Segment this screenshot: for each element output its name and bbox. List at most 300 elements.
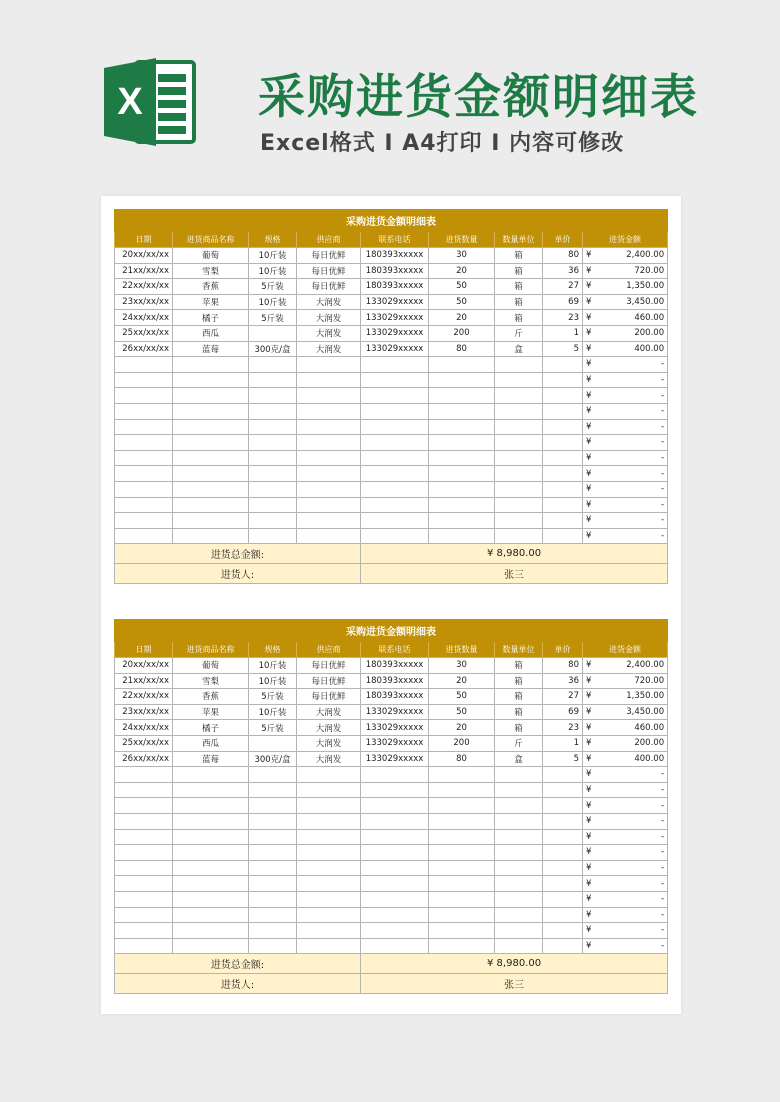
empty-cell[interactable]	[297, 450, 361, 466]
empty-cell[interactable]	[495, 419, 543, 435]
empty-cell[interactable]	[361, 907, 429, 923]
empty-cell[interactable]	[297, 419, 361, 435]
buyer-value[interactable]: 张三	[361, 974, 668, 994]
empty-cell[interactable]	[495, 435, 543, 451]
amount-cell[interactable]	[583, 829, 668, 845]
empty-cell[interactable]	[297, 497, 361, 513]
empty-cell[interactable]	[173, 907, 249, 923]
table-cell[interactable]: 23	[543, 720, 583, 736]
empty-cell[interactable]	[173, 813, 249, 829]
empty-cell[interactable]	[543, 419, 583, 435]
empty-cell[interactable]	[297, 767, 361, 783]
empty-cell[interactable]	[495, 403, 543, 419]
empty-cell[interactable]	[249, 450, 297, 466]
table-cell[interactable]: 箱	[495, 248, 543, 264]
table-cell[interactable]: 斤	[495, 325, 543, 341]
empty-cell[interactable]	[429, 782, 495, 798]
empty-cell[interactable]	[495, 481, 543, 497]
amount-cell[interactable]	[583, 938, 668, 954]
amount-cell[interactable]	[583, 891, 668, 907]
amount-cell[interactable]	[583, 528, 668, 544]
empty-cell[interactable]	[173, 829, 249, 845]
table-cell[interactable]: 23xx/xx/xx	[115, 704, 173, 720]
empty-cell[interactable]	[297, 528, 361, 544]
empty-cell[interactable]	[115, 907, 173, 923]
amount-cell[interactable]	[583, 388, 668, 404]
empty-cell[interactable]	[429, 923, 495, 939]
empty-cell[interactable]	[115, 798, 173, 814]
empty-cell[interactable]	[543, 860, 583, 876]
empty-cell[interactable]	[543, 372, 583, 388]
empty-cell[interactable]	[115, 497, 173, 513]
table-cell[interactable]: 斤	[495, 735, 543, 751]
table-cell[interactable]: 25xx/xx/xx	[115, 735, 173, 751]
table-cell[interactable]: 10斤装	[249, 248, 297, 264]
amount-cell[interactable]	[583, 923, 668, 939]
table-cell[interactable]: 箱	[495, 310, 543, 326]
empty-cell[interactable]	[361, 497, 429, 513]
empty-cell[interactable]	[115, 357, 173, 373]
empty-cell[interactable]	[249, 497, 297, 513]
amount-cell[interactable]	[583, 419, 668, 435]
table-cell[interactable]: 橘子	[173, 720, 249, 736]
table-cell[interactable]: 22xx/xx/xx	[115, 279, 173, 295]
empty-cell[interactable]	[495, 860, 543, 876]
table-cell[interactable]: 300克/盒	[249, 751, 297, 767]
table-cell[interactable]: 大润发	[297, 294, 361, 310]
table-cell[interactable]: 69	[543, 704, 583, 720]
table-cell[interactable]: 20xx/xx/xx	[115, 658, 173, 674]
empty-cell[interactable]	[115, 435, 173, 451]
table-cell[interactable]: 5	[543, 751, 583, 767]
table-cell[interactable]: 80	[429, 341, 495, 357]
amount-cell[interactable]	[583, 720, 668, 736]
empty-cell[interactable]	[115, 388, 173, 404]
empty-cell[interactable]	[297, 357, 361, 373]
amount-cell[interactable]	[583, 263, 668, 279]
empty-cell[interactable]	[361, 845, 429, 861]
empty-cell[interactable]	[361, 923, 429, 939]
empty-cell[interactable]	[297, 923, 361, 939]
table-cell[interactable]: 5斤装	[249, 279, 297, 295]
empty-cell[interactable]	[297, 513, 361, 529]
amount-cell[interactable]	[583, 798, 668, 814]
table-cell[interactable]: 50	[429, 689, 495, 705]
table-cell[interactable]: 133029xxxxx	[361, 325, 429, 341]
empty-cell[interactable]	[495, 497, 543, 513]
empty-cell[interactable]	[429, 357, 495, 373]
empty-cell[interactable]	[429, 528, 495, 544]
amount-cell[interactable]	[583, 860, 668, 876]
empty-cell[interactable]	[249, 798, 297, 814]
empty-cell[interactable]	[249, 876, 297, 892]
empty-cell[interactable]	[115, 938, 173, 954]
empty-cell[interactable]	[543, 435, 583, 451]
table-cell[interactable]: 5	[543, 341, 583, 357]
empty-cell[interactable]	[361, 435, 429, 451]
empty-cell[interactable]	[429, 798, 495, 814]
table-cell[interactable]: 箱	[495, 673, 543, 689]
table-cell[interactable]: 133029xxxxx	[361, 720, 429, 736]
table-cell[interactable]: 橘子	[173, 310, 249, 326]
empty-cell[interactable]	[297, 466, 361, 482]
table-cell[interactable]: 133029xxxxx	[361, 751, 429, 767]
amount-cell[interactable]	[583, 813, 668, 829]
table-cell[interactable]: 80	[543, 658, 583, 674]
empty-cell[interactable]	[115, 466, 173, 482]
table-cell[interactable]: 大润发	[297, 735, 361, 751]
empty-cell[interactable]	[115, 372, 173, 388]
table-cell[interactable]: 133029xxxxx	[361, 294, 429, 310]
empty-cell[interactable]	[543, 782, 583, 798]
amount-cell[interactable]	[583, 450, 668, 466]
amount-cell[interactable]	[583, 782, 668, 798]
amount-cell[interactable]	[583, 403, 668, 419]
table-cell[interactable]: 大润发	[297, 310, 361, 326]
empty-cell[interactable]	[249, 860, 297, 876]
empty-cell[interactable]	[249, 829, 297, 845]
empty-cell[interactable]	[249, 372, 297, 388]
empty-cell[interactable]	[249, 813, 297, 829]
table-cell[interactable]: 每日优鲜	[297, 279, 361, 295]
table-cell[interactable]: 葡萄	[173, 248, 249, 264]
table-cell[interactable]: 大润发	[297, 704, 361, 720]
empty-cell[interactable]	[249, 466, 297, 482]
table-cell[interactable]: 180393xxxxx	[361, 248, 429, 264]
empty-cell[interactable]	[543, 891, 583, 907]
empty-cell[interactable]	[543, 767, 583, 783]
empty-cell[interactable]	[495, 357, 543, 373]
amount-cell[interactable]	[583, 325, 668, 341]
empty-cell[interactable]	[297, 829, 361, 845]
empty-cell[interactable]	[173, 513, 249, 529]
amount-cell[interactable]	[583, 310, 668, 326]
empty-cell[interactable]	[297, 798, 361, 814]
empty-cell[interactable]	[429, 481, 495, 497]
table-cell[interactable]: 36	[543, 673, 583, 689]
table-cell[interactable]: 27	[543, 689, 583, 705]
amount-cell[interactable]	[583, 481, 668, 497]
empty-cell[interactable]	[115, 876, 173, 892]
empty-cell[interactable]	[115, 845, 173, 861]
empty-cell[interactable]	[495, 938, 543, 954]
empty-cell[interactable]	[115, 450, 173, 466]
empty-cell[interactable]	[249, 891, 297, 907]
empty-cell[interactable]	[173, 798, 249, 814]
empty-cell[interactable]	[173, 435, 249, 451]
table-cell[interactable]: 21xx/xx/xx	[115, 263, 173, 279]
table-cell[interactable]: 180393xxxxx	[361, 658, 429, 674]
amount-cell[interactable]	[583, 294, 668, 310]
empty-cell[interactable]	[429, 813, 495, 829]
empty-cell[interactable]	[543, 513, 583, 529]
table-cell[interactable]: 箱	[495, 704, 543, 720]
total-value[interactable]: ¥ 8,980.00	[361, 544, 668, 564]
empty-cell[interactable]	[173, 528, 249, 544]
amount-cell[interactable]	[583, 907, 668, 923]
table-cell[interactable]: 大润发	[297, 751, 361, 767]
table-cell[interactable]: 50	[429, 704, 495, 720]
empty-cell[interactable]	[495, 528, 543, 544]
table-cell[interactable]: 盒	[495, 751, 543, 767]
empty-cell[interactable]	[173, 845, 249, 861]
table-cell[interactable]: 5斤装	[249, 689, 297, 705]
empty-cell[interactable]	[495, 829, 543, 845]
empty-cell[interactable]	[429, 938, 495, 954]
table-cell[interactable]: 每日优鲜	[297, 673, 361, 689]
empty-cell[interactable]	[429, 403, 495, 419]
empty-cell[interactable]	[543, 813, 583, 829]
table-cell[interactable]: 26xx/xx/xx	[115, 341, 173, 357]
table-cell[interactable]: 300克/盒	[249, 341, 297, 357]
empty-cell[interactable]	[173, 782, 249, 798]
empty-cell[interactable]	[543, 528, 583, 544]
table-cell[interactable]: 葡萄	[173, 658, 249, 674]
empty-cell[interactable]	[297, 907, 361, 923]
empty-cell[interactable]	[173, 450, 249, 466]
table-cell[interactable]: 23	[543, 310, 583, 326]
empty-cell[interactable]	[173, 419, 249, 435]
empty-cell[interactable]	[429, 845, 495, 861]
empty-cell[interactable]	[361, 466, 429, 482]
empty-cell[interactable]	[361, 860, 429, 876]
empty-cell[interactable]	[361, 513, 429, 529]
table-cell[interactable]: 5斤装	[249, 310, 297, 326]
table-cell[interactable]	[249, 735, 297, 751]
table-cell[interactable]: 80	[429, 751, 495, 767]
empty-cell[interactable]	[495, 388, 543, 404]
empty-cell[interactable]	[361, 767, 429, 783]
empty-cell[interactable]	[297, 372, 361, 388]
table-cell[interactable]: 22xx/xx/xx	[115, 689, 173, 705]
empty-cell[interactable]	[429, 829, 495, 845]
empty-cell[interactable]	[429, 860, 495, 876]
table-cell[interactable]: 133029xxxxx	[361, 704, 429, 720]
empty-cell[interactable]	[495, 813, 543, 829]
empty-cell[interactable]	[361, 813, 429, 829]
empty-cell[interactable]	[495, 450, 543, 466]
empty-cell[interactable]	[361, 357, 429, 373]
amount-cell[interactable]	[583, 845, 668, 861]
table-cell[interactable]: 80	[543, 248, 583, 264]
table-cell[interactable]: 箱	[495, 279, 543, 295]
table-cell[interactable]: 50	[429, 279, 495, 295]
amount-cell[interactable]	[583, 658, 668, 674]
empty-cell[interactable]	[543, 357, 583, 373]
empty-cell[interactable]	[115, 403, 173, 419]
table-cell[interactable]: 26xx/xx/xx	[115, 751, 173, 767]
amount-cell[interactable]	[583, 341, 668, 357]
table-cell[interactable]: 20	[429, 310, 495, 326]
amount-cell[interactable]	[583, 357, 668, 373]
table-cell[interactable]: 西瓜	[173, 735, 249, 751]
table-cell[interactable]: 每日优鲜	[297, 658, 361, 674]
amount-cell[interactable]	[583, 497, 668, 513]
table-cell[interactable]: 133029xxxxx	[361, 310, 429, 326]
table-cell[interactable]: 香蕉	[173, 279, 249, 295]
empty-cell[interactable]	[249, 403, 297, 419]
amount-cell[interactable]	[583, 704, 668, 720]
empty-cell[interactable]	[249, 388, 297, 404]
table-cell[interactable]: 200	[429, 735, 495, 751]
empty-cell[interactable]	[249, 513, 297, 529]
empty-cell[interactable]	[429, 450, 495, 466]
table-cell[interactable]: 25xx/xx/xx	[115, 325, 173, 341]
empty-cell[interactable]	[429, 419, 495, 435]
table-cell[interactable]: 蓝莓	[173, 751, 249, 767]
empty-cell[interactable]	[495, 923, 543, 939]
empty-cell[interactable]	[543, 938, 583, 954]
empty-cell[interactable]	[115, 813, 173, 829]
empty-cell[interactable]	[495, 798, 543, 814]
empty-cell[interactable]	[543, 403, 583, 419]
empty-cell[interactable]	[361, 372, 429, 388]
empty-cell[interactable]	[173, 767, 249, 783]
empty-cell[interactable]	[173, 860, 249, 876]
table-cell[interactable]: 200	[429, 325, 495, 341]
table-cell[interactable]: 133029xxxxx	[361, 735, 429, 751]
table-cell[interactable]: 36	[543, 263, 583, 279]
table-cell[interactable]: 10斤装	[249, 294, 297, 310]
empty-cell[interactable]	[543, 829, 583, 845]
empty-cell[interactable]	[297, 782, 361, 798]
empty-cell[interactable]	[249, 357, 297, 373]
table-cell[interactable]: 20xx/xx/xx	[115, 248, 173, 264]
table-cell[interactable]: 箱	[495, 720, 543, 736]
empty-cell[interactable]	[249, 782, 297, 798]
table-cell[interactable]: 27	[543, 279, 583, 295]
empty-cell[interactable]	[543, 450, 583, 466]
empty-cell[interactable]	[173, 938, 249, 954]
empty-cell[interactable]	[495, 513, 543, 529]
table-cell[interactable]: 24xx/xx/xx	[115, 720, 173, 736]
table-cell[interactable]: 西瓜	[173, 325, 249, 341]
empty-cell[interactable]	[297, 845, 361, 861]
empty-cell[interactable]	[543, 923, 583, 939]
empty-cell[interactable]	[173, 891, 249, 907]
empty-cell[interactable]	[173, 481, 249, 497]
table-cell[interactable]: 箱	[495, 689, 543, 705]
table-cell[interactable]: 大润发	[297, 720, 361, 736]
amount-cell[interactable]	[583, 876, 668, 892]
empty-cell[interactable]	[249, 845, 297, 861]
table-cell[interactable]: 50	[429, 294, 495, 310]
empty-cell[interactable]	[115, 528, 173, 544]
table-cell[interactable]: 69	[543, 294, 583, 310]
empty-cell[interactable]	[543, 497, 583, 513]
empty-cell[interactable]	[115, 419, 173, 435]
empty-cell[interactable]	[297, 891, 361, 907]
table-cell[interactable]: 20	[429, 720, 495, 736]
empty-cell[interactable]	[429, 388, 495, 404]
amount-cell[interactable]	[583, 513, 668, 529]
empty-cell[interactable]	[361, 782, 429, 798]
empty-cell[interactable]	[543, 466, 583, 482]
table-cell[interactable]: 180393xxxxx	[361, 263, 429, 279]
empty-cell[interactable]	[429, 372, 495, 388]
empty-cell[interactable]	[361, 891, 429, 907]
table-cell[interactable]: 雪梨	[173, 673, 249, 689]
amount-cell[interactable]	[583, 689, 668, 705]
table-cell[interactable]: 10斤装	[249, 263, 297, 279]
table-cell[interactable]: 30	[429, 658, 495, 674]
empty-cell[interactable]	[249, 435, 297, 451]
empty-cell[interactable]	[115, 923, 173, 939]
empty-cell[interactable]	[543, 845, 583, 861]
table-cell[interactable]: 5斤装	[249, 720, 297, 736]
empty-cell[interactable]	[361, 798, 429, 814]
empty-cell[interactable]	[297, 388, 361, 404]
amount-cell[interactable]	[583, 735, 668, 751]
empty-cell[interactable]	[429, 513, 495, 529]
table-cell[interactable]: 1	[543, 325, 583, 341]
amount-cell[interactable]	[583, 767, 668, 783]
empty-cell[interactable]	[173, 357, 249, 373]
empty-cell[interactable]	[173, 372, 249, 388]
table-cell[interactable]: 苹果	[173, 294, 249, 310]
empty-cell[interactable]	[543, 481, 583, 497]
empty-cell[interactable]	[361, 829, 429, 845]
empty-cell[interactable]	[543, 876, 583, 892]
empty-cell[interactable]	[297, 403, 361, 419]
empty-cell[interactable]	[115, 829, 173, 845]
table-cell[interactable]: 雪梨	[173, 263, 249, 279]
empty-cell[interactable]	[249, 767, 297, 783]
total-value[interactable]: ¥ 8,980.00	[361, 954, 668, 974]
table-cell[interactable]: 10斤装	[249, 673, 297, 689]
table-cell[interactable]: 180393xxxxx	[361, 279, 429, 295]
buyer-value[interactable]: 张三	[361, 564, 668, 584]
table-cell[interactable]: 蓝莓	[173, 341, 249, 357]
table-cell[interactable]: 每日优鲜	[297, 689, 361, 705]
table-cell[interactable]: 30	[429, 248, 495, 264]
empty-cell[interactable]	[361, 876, 429, 892]
table-cell[interactable]: 21xx/xx/xx	[115, 673, 173, 689]
empty-cell[interactable]	[115, 767, 173, 783]
amount-cell[interactable]	[583, 372, 668, 388]
empty-cell[interactable]	[543, 798, 583, 814]
empty-cell[interactable]	[429, 891, 495, 907]
empty-cell[interactable]	[495, 466, 543, 482]
amount-cell[interactable]	[583, 435, 668, 451]
table-cell[interactable]: 香蕉	[173, 689, 249, 705]
empty-cell[interactable]	[297, 813, 361, 829]
empty-cell[interactable]	[249, 938, 297, 954]
empty-cell[interactable]	[429, 907, 495, 923]
empty-cell[interactable]	[173, 403, 249, 419]
empty-cell[interactable]	[495, 907, 543, 923]
empty-cell[interactable]	[429, 497, 495, 513]
empty-cell[interactable]	[543, 907, 583, 923]
empty-cell[interactable]	[361, 419, 429, 435]
empty-cell[interactable]	[249, 923, 297, 939]
empty-cell[interactable]	[297, 938, 361, 954]
empty-cell[interactable]	[115, 481, 173, 497]
table-cell[interactable]: 苹果	[173, 704, 249, 720]
empty-cell[interactable]	[249, 481, 297, 497]
table-cell[interactable]: 133029xxxxx	[361, 341, 429, 357]
empty-cell[interactable]	[495, 767, 543, 783]
empty-cell[interactable]	[115, 860, 173, 876]
empty-cell[interactable]	[429, 435, 495, 451]
empty-cell[interactable]	[173, 497, 249, 513]
table-cell[interactable]: 大润发	[297, 325, 361, 341]
empty-cell[interactable]	[495, 372, 543, 388]
empty-cell[interactable]	[297, 481, 361, 497]
empty-cell[interactable]	[429, 767, 495, 783]
empty-cell[interactable]	[297, 435, 361, 451]
empty-cell[interactable]	[297, 876, 361, 892]
